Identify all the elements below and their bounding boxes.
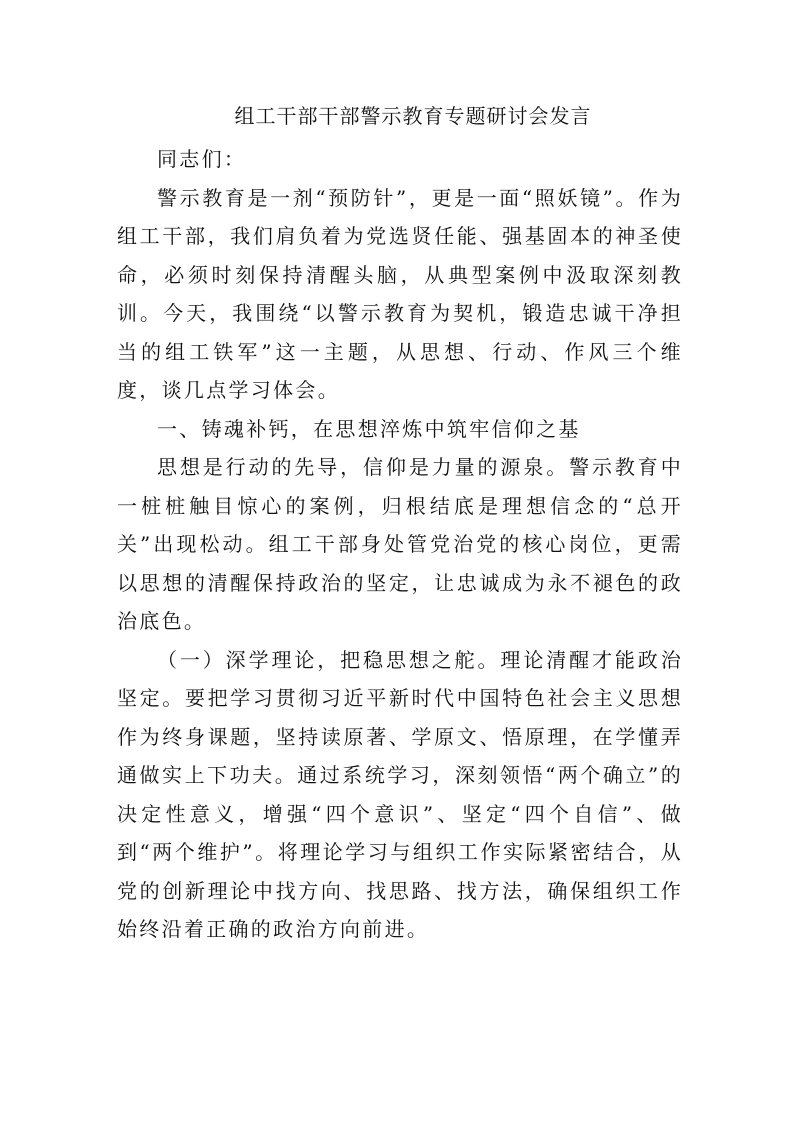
paragraph-section-1: 思想是行动的先导，信仰是力量的源泉。警示教育中一桩桩触目惊心的案例，归根结底是理想信念的“总开关”出现松动。组工干部身处管党治党的核心岗位，更需以思想的清醒保持政治的坚定，让忠诚成为永不褪色的政治底色。 <box>117 455 683 633</box>
document-body <box>117 98 683 949</box>
section-heading-1: 一、铸魂补钙，在思想淬炼中筑牢信仰之基 <box>157 416 581 441</box>
paragraph-subsection-1: （一）深学理论，把稳思想之舵。理论清醒才能政治坚定。要把学习贯彻习近平新时代中国特色社会主义思想作为终身课题，坚持读原著、学原文、悟原理，在学懂弄通做实上下功夫。通过系统学习，深刻领悟“两个确立”的决定性意义，增强“四个意识”、坚定“四个自信”、做到“两个维护”。将理论学习与组织工作实际紧密结合，从党的创新理论中找方向、找思路、找方法，确保组织工作始终沿着正确的政治方向前进。 <box>117 647 683 941</box>
document-title: 组工干部干部警示教育专题研讨会发言 <box>234 104 592 128</box>
salutation: 同志们： <box>157 147 247 171</box>
paragraph-intro: 警示教育是一剂“预防针”，更是一面“照妖镜”。作为组工干部，我们肩负着为党选贤任能、强基固本的神圣使命，必须时刻保持清醒头脑，从典型案例中汲取深刻教训。今天，我围绕“以警示教育为契机，锻造忠诚干净担当的组工铁军”这一主题，从思想、行动、作风三个维度，谈几点学习体会。 <box>117 185 683 402</box>
